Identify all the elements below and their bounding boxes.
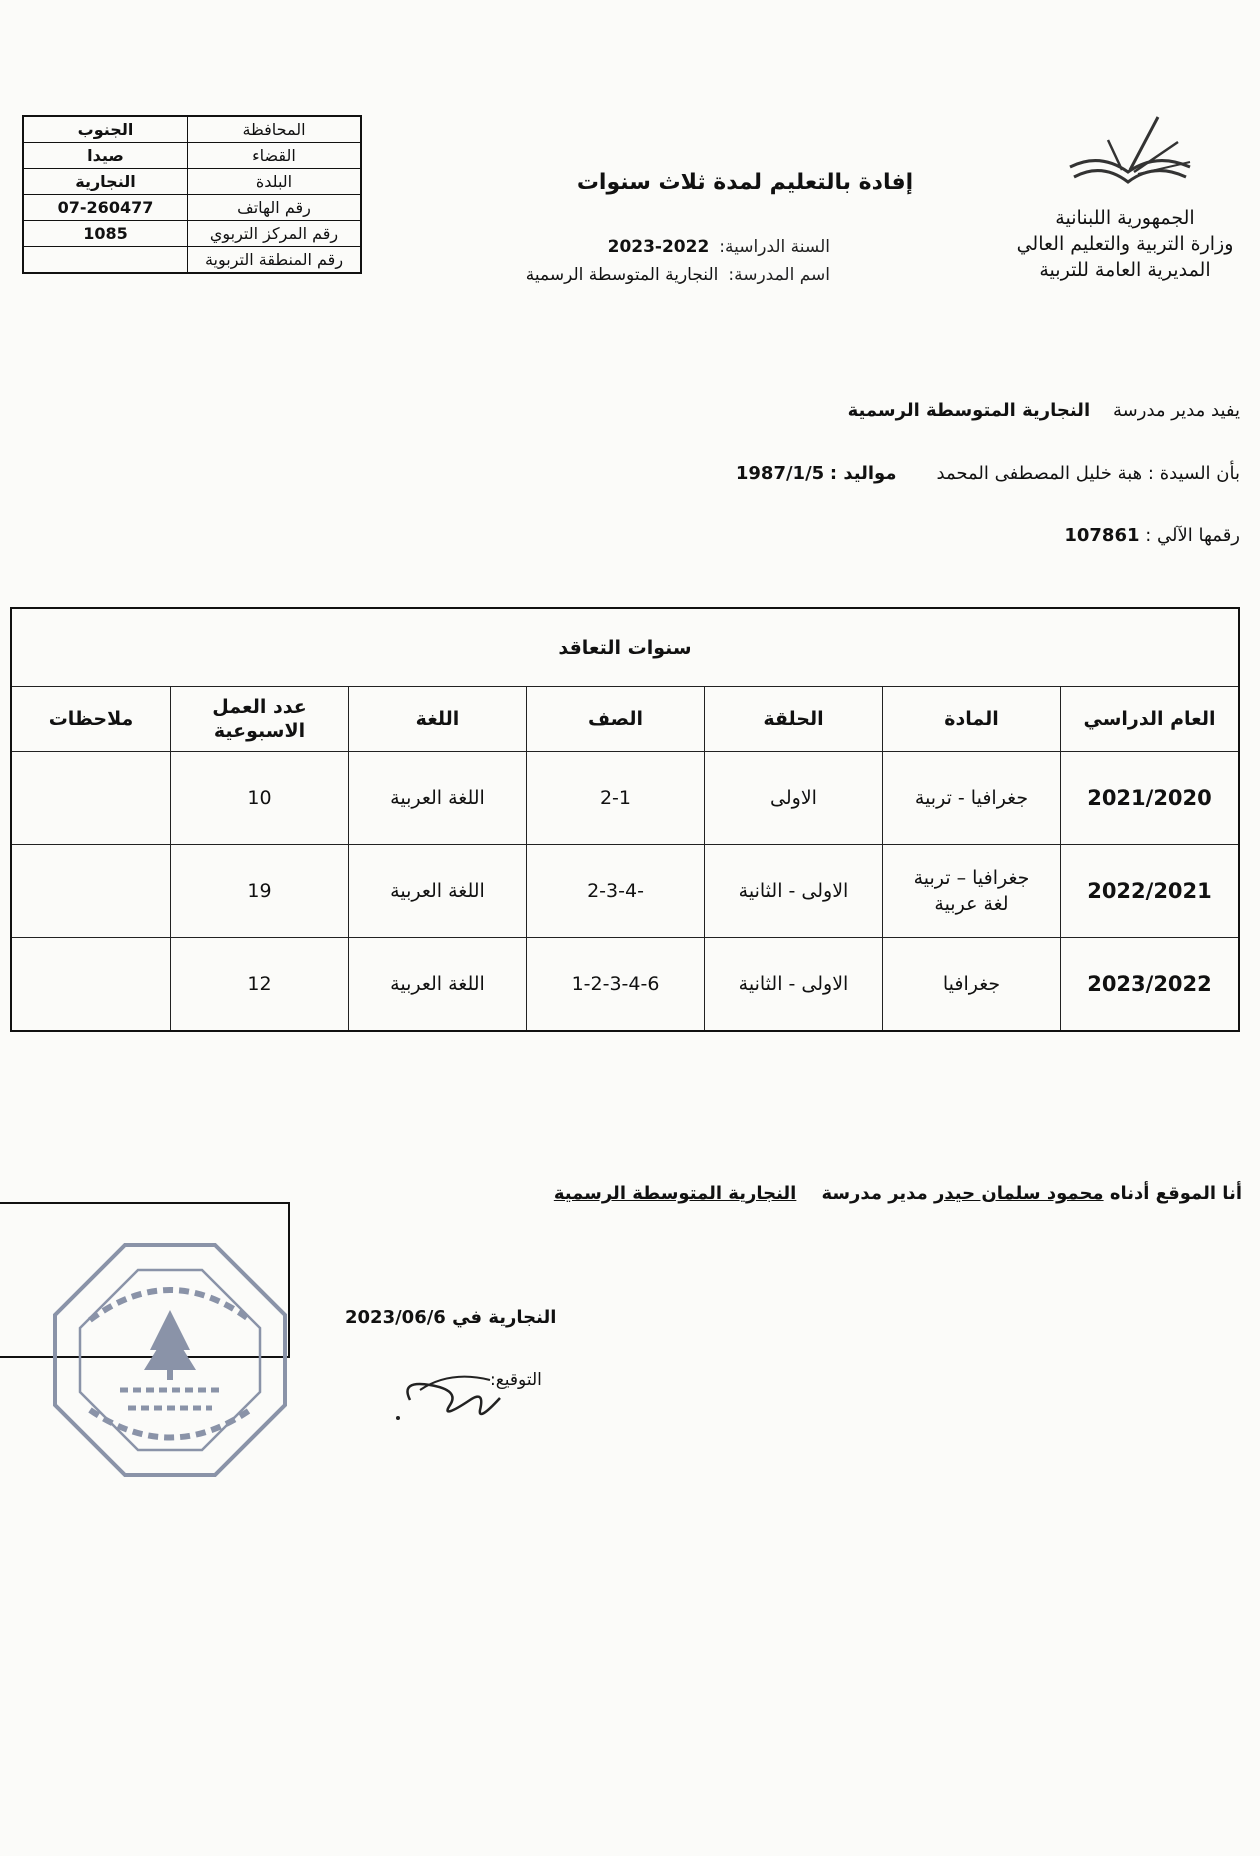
info-label: البلدة	[188, 169, 362, 195]
info-value: صيدا	[23, 143, 188, 169]
info-row	[23, 169, 361, 195]
teacher-prefix: بأن السيدة :	[1147, 463, 1240, 484]
director-statement	[848, 400, 1240, 421]
school-meta	[500, 233, 830, 289]
cell-grade: 1-2-3-4-6	[527, 938, 705, 1032]
contract-header-row	[11, 687, 1239, 752]
table-row	[11, 938, 1239, 1032]
contract-years-table	[10, 607, 1240, 1032]
ministry-line-republic: الجمهورية اللبنانية	[1055, 207, 1195, 229]
ministry-header	[1010, 205, 1240, 283]
cell-cycle: الاولى - الثانية	[705, 845, 883, 938]
id-value: 107861	[1064, 525, 1140, 546]
info-label: المحافظة	[188, 116, 362, 143]
id-label: رقمها الآلي :	[1145, 525, 1240, 546]
info-label: رقم المنطقة التربوية	[188, 247, 362, 274]
school-name-value: النجارية المتوسطة الرسمية	[525, 265, 719, 285]
cell-subject: جغرافيا – تربية لغة عربية	[883, 845, 1061, 938]
info-row	[23, 195, 361, 221]
info-label: رقم المركز التربوي	[188, 221, 362, 247]
info-value: 07-260477	[23, 195, 188, 221]
cell-grade: -2-3-4	[527, 845, 705, 938]
cell-subject: جغرافيا	[883, 938, 1061, 1032]
info-row	[23, 116, 361, 143]
cell-language: اللغة العربية	[349, 938, 527, 1032]
cell-year: 2021/2020	[1061, 752, 1240, 845]
cell-notes	[11, 752, 171, 845]
info-value: 1085	[23, 221, 188, 247]
info-row	[23, 247, 361, 274]
header-notes: ملاحظات	[11, 687, 171, 752]
header-language: اللغة	[349, 687, 527, 752]
declaration-middle: مدير مدرسة	[821, 1183, 928, 1204]
dob-value: 1987/1/5	[735, 463, 825, 484]
teacher-name: هبة خليل المصطفى المحمد	[936, 463, 1143, 484]
header-academic-year: العام الدراسي	[1061, 687, 1240, 752]
header-cycle: الحلقة	[705, 687, 883, 752]
cell-hours: 19	[171, 845, 349, 938]
document-title: إفادة بالتعليم لمدة ثلاث سنوات	[576, 170, 914, 195]
school-name-label: اسم المدرسة:	[728, 265, 830, 285]
official-stamp	[50, 1240, 290, 1480]
info-value: الجنوب	[23, 116, 188, 143]
cell-notes	[11, 938, 171, 1032]
declaration-school: النجارية المتوسطة الرسمية	[553, 1183, 797, 1204]
cell-hours: 10	[171, 752, 349, 845]
header-weekly-hours: عدد العمل الاسبوعية	[171, 687, 349, 752]
teacher-line	[736, 463, 1240, 484]
cell-language: اللغة العربية	[349, 752, 527, 845]
declaration-prefix: أنا الموقع أدناه	[1109, 1183, 1242, 1204]
declaration-line	[554, 1183, 1242, 1204]
info-value	[23, 247, 188, 274]
cell-cycle: الاولى - الثانية	[705, 938, 883, 1032]
place-date: النجارية في 2023/06/6	[345, 1307, 557, 1328]
info-row	[23, 143, 361, 169]
ministry-line-directorate: المديرية العامة للتربية	[1039, 259, 1211, 281]
info-value: النجارية	[23, 169, 188, 195]
ministry-logo-icon	[1060, 112, 1200, 202]
cell-language: اللغة العربية	[349, 845, 527, 938]
handwritten-signature	[390, 1360, 520, 1430]
cell-cycle: الاولى	[705, 752, 883, 845]
header-subject: المادة	[883, 687, 1061, 752]
cell-year: 2023/2022	[1061, 938, 1240, 1032]
academic-year-row	[500, 233, 830, 261]
academic-year-label: السنة الدراسية:	[719, 237, 830, 257]
info-row	[23, 221, 361, 247]
school-name-row	[500, 261, 830, 289]
statement-prefix: يفيد مدير مدرسة	[1113, 400, 1240, 421]
header-grade: الصف	[527, 687, 705, 752]
cell-grade: 2-1	[527, 752, 705, 845]
table-row	[11, 752, 1239, 845]
signature-label: التوقيع:	[490, 1370, 542, 1390]
ministry-line-ministry: وزارة التربية والتعليم العالي	[1016, 233, 1234, 255]
cell-subject: جغرافيا - تربية	[883, 752, 1061, 845]
cell-notes	[11, 845, 171, 938]
statement-school: النجارية المتوسطة الرسمية	[847, 400, 1091, 421]
academic-year-value: 2023-2022	[607, 237, 710, 257]
director-name: محمود سلمان حيدر	[934, 1183, 1104, 1204]
cell-hours: 12	[171, 938, 349, 1032]
cell-year: 2022/2021	[1061, 845, 1240, 938]
contract-table-caption: سنوات التعاقد	[11, 608, 1239, 687]
dob-label: مواليد :	[829, 463, 897, 484]
info-label: رقم الهاتف	[188, 195, 362, 221]
id-line	[1064, 525, 1240, 546]
table-row	[11, 845, 1239, 938]
info-label: القضاء	[188, 143, 362, 169]
school-info-table	[22, 115, 362, 274]
